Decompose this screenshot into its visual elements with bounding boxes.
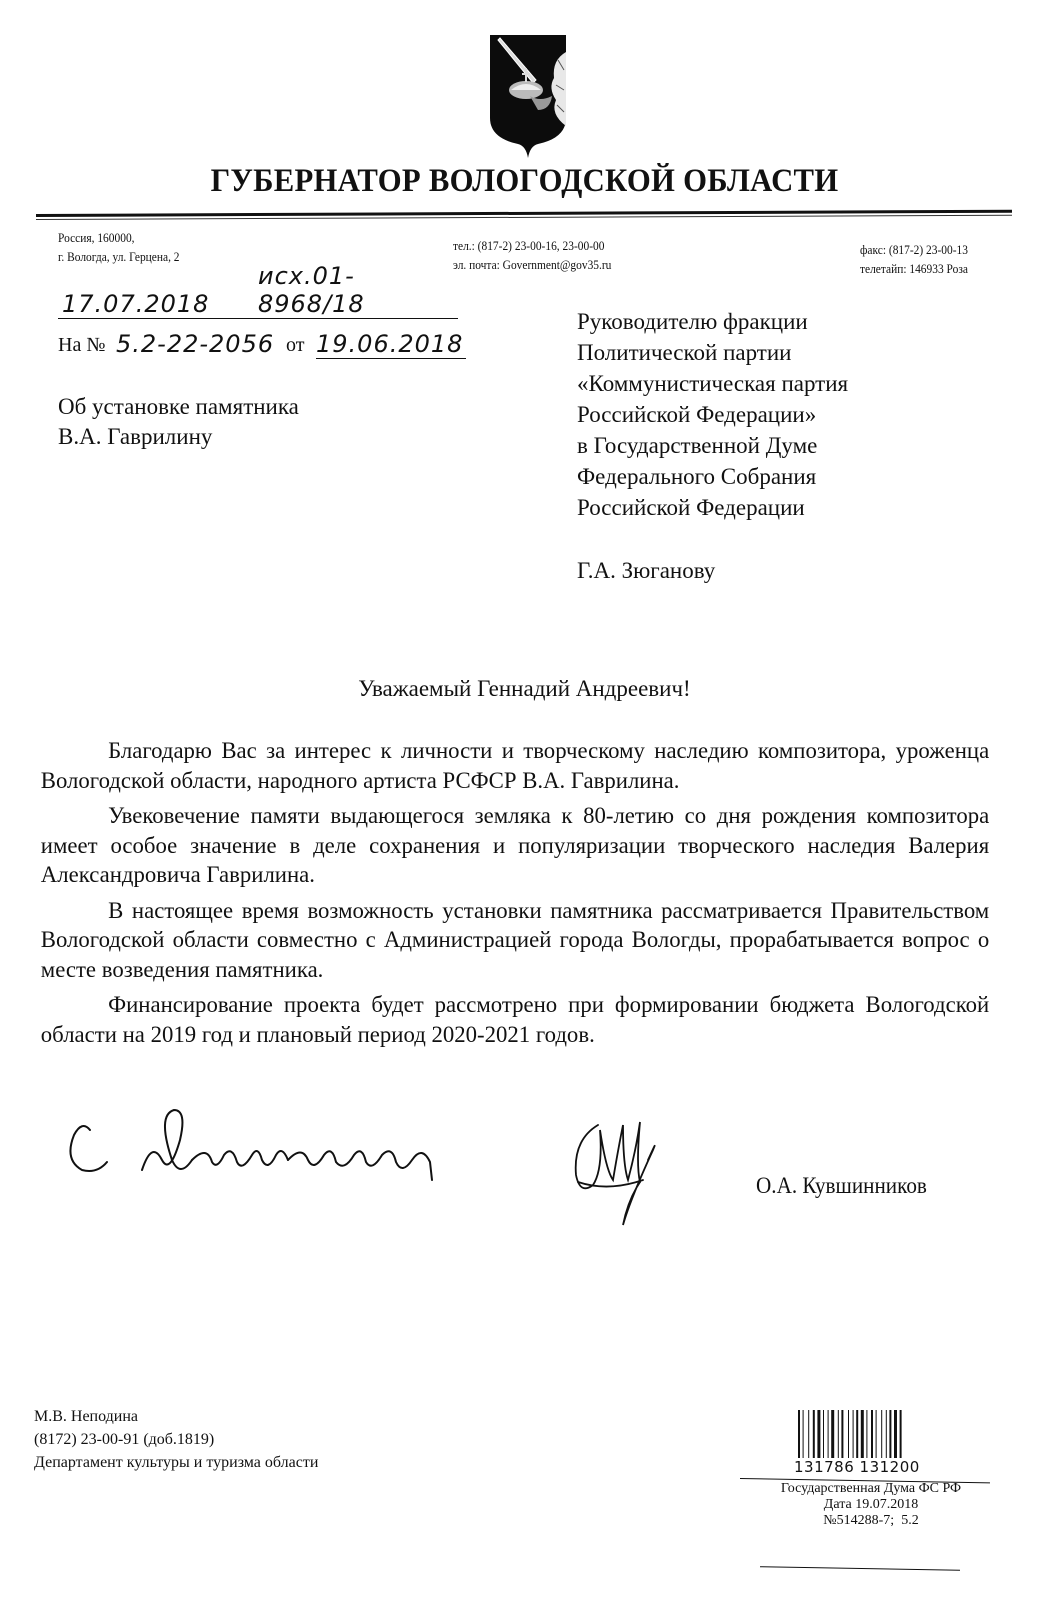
from-label: от (286, 334, 305, 356)
recipient-line: Федерального Собрания (577, 464, 817, 489)
registration-date: 17.07.2018 (62, 290, 210, 318)
stamp-code: 5.2 (901, 1513, 919, 1528)
salutation: Уважаемый Геннадий Андреевич! (358, 676, 691, 701)
email-line: эл. почта: Government@gov35.ru (453, 257, 612, 272)
phone-line: тел.: (817-2) 23-00-16, 23-00-00 (453, 238, 605, 253)
recipient-line: Политической партии (577, 340, 792, 365)
address-line: Россия, 160000, (58, 230, 135, 245)
letter-body (36, 736, 994, 1055)
signer-name: О.А. Кувшинников (756, 1173, 927, 1198)
signature-icon (568, 1110, 668, 1235)
barcode-number: 131786 131200 (794, 1458, 920, 1476)
coat-of-arms-icon (478, 30, 578, 160)
body-paragraph: В настоящее время возможность установки памятника рассматривается Правительством Вологодской области совместно с Администрацией города Вологды, прорабатывается вопрос о месте возведения памятника. (40, 897, 990, 982)
executor-block (34, 1405, 318, 1474)
subject-line: Об установке памятника (58, 394, 299, 419)
address-line: г. Вологда, ул. Герцена, 2 (58, 249, 180, 264)
stamp-org: Государственная Дума ФС РФ (780, 1481, 962, 1496)
registration-line (58, 262, 458, 319)
executor-name: М.В. Неподина (34, 1408, 139, 1425)
subject-block (58, 392, 299, 452)
stamp-number-line (746, 1513, 996, 1529)
document-title: ГУБЕРНАТОР ВОЛОГОДСКОЙ ОБЛАСТИ (210, 163, 839, 199)
recipient-line: Российской Федерации (577, 495, 805, 520)
body-paragraph: Благодарю Вас за интерес к личности и творческому наследию композитора, уроженца Вологодской области, народного артиста РСФСР В.А. Гаврилина. (40, 738, 990, 793)
registration-number: исх.01-8968/18 (258, 262, 365, 318)
in-reply-number: 5.2-22-2056 (116, 330, 275, 358)
in-reply-line (58, 330, 468, 360)
in-reply-date: 19.06.2018 (316, 330, 466, 359)
stamp-date: Дата 19.07.2018 (823, 1497, 919, 1512)
handwritten-greeting-icon (62, 1100, 452, 1190)
recipient-line: «Коммунистическая партия (577, 371, 849, 396)
body-paragraph: Финансирование проекта будет рассмотрено при формировании бюджета Вологодской области на 2019 год и плановый период 2020-2021 годов. (40, 992, 990, 1047)
fax-teletype-block (860, 240, 968, 278)
address-block (58, 228, 180, 266)
recipient-line: Российской Федерации» (577, 402, 817, 427)
recipient-block (577, 306, 848, 523)
teletype-line: телетайп: 146933 Роза (860, 261, 968, 276)
recipient-line: Руководителю фракции (577, 309, 808, 334)
stamp-number: №514288-7; (823, 1513, 895, 1528)
subject-line: В.А. Гаврилину (58, 424, 213, 449)
executor-phone: (8172) 23-00-91 (доб.1819) (34, 1431, 215, 1448)
in-reply-label: На № (58, 334, 106, 356)
recipient-line: в Государственной Думе (577, 433, 818, 458)
recipient-name: Г.А. Зюганову (577, 558, 716, 583)
registration-stamp (746, 1481, 996, 1529)
stamp-rule-bottom (760, 1566, 960, 1570)
phone-email-block (453, 236, 611, 274)
executor-department: Департамент культуры и туризма области (34, 1454, 319, 1471)
fax-line: факс: (817-2) 23-00-13 (860, 242, 968, 257)
body-paragraph: Увековечение памяти выдающегося земляка к 80-летию со дня рождения композитора имеет особое значение в деле сохранения и популяризации творческого наследия Валерия Александровича Гаврилина. (40, 803, 990, 887)
